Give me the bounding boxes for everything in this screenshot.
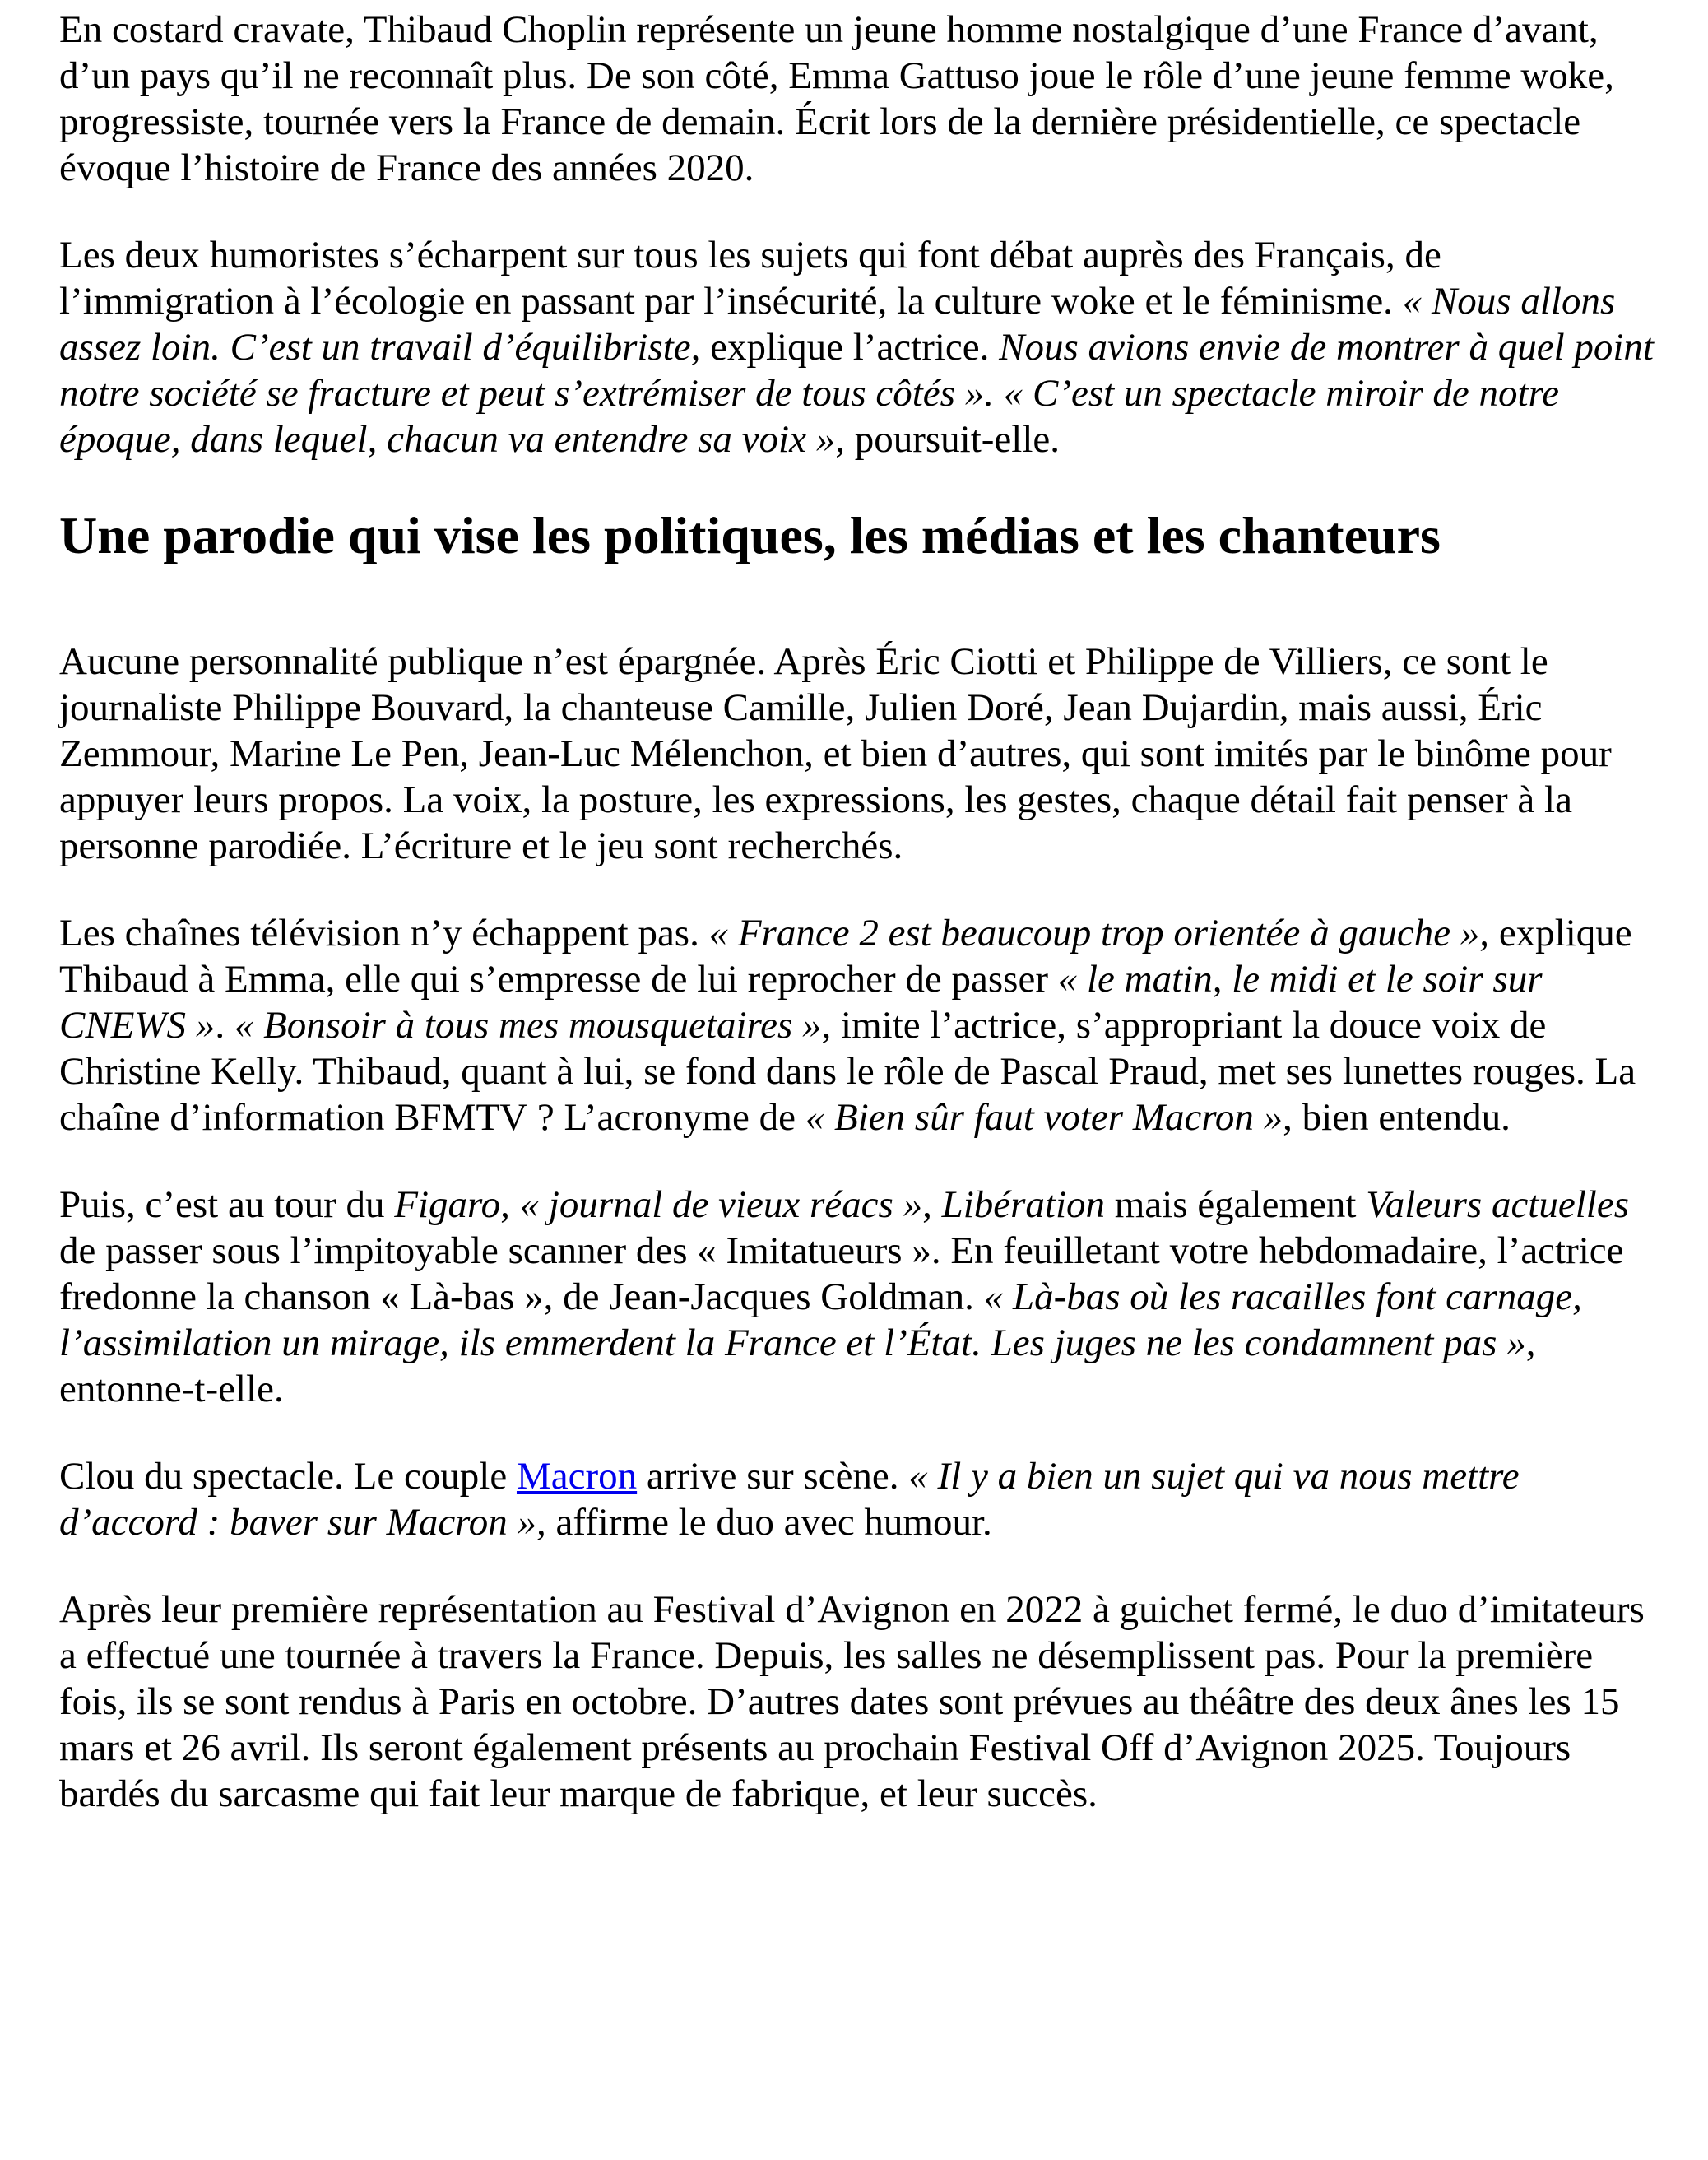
paragraph-text: . — [215, 1004, 234, 1047]
paragraph-text: Clou du spectacle. Le couple — [59, 1455, 517, 1498]
quote-text: « France 2 est beaucoup trop orientée à gauche », — [708, 912, 1490, 955]
paragraph-personalities — [59, 639, 1654, 869]
quote-text: « Là-bas où les racailles font carnage, l’assimilation un mirage, ils emmerdent la France et l’État. Les juges ne les condamnent pas » — [59, 1275, 1582, 1364]
paragraph-text: de passer sous l’impitoyable scanner des « Imitatueurs ». En feuilletant votre hebdomadaire, l’actrice fredonne la chanson « Là-bas », de Jean-Jacques Goldman. — [59, 1229, 1624, 1318]
paragraph-text: , — [922, 1183, 942, 1226]
paragraph-text: Après leur première représentation au Festival d’Avignon en 2022 à guichet fermé, le duo d’imitateurs a effectué une tournée à travers la France. Depuis, les salles ne désemplissent pas. Pour la première fois, ils se sont rendus à Paris en octobre. D’autres dates sont prévues au théâtre des deux ânes les 15 mars et 26 avril. Ils seront également présents au prochain Festival Off d’Avignon 2025. Toujours bardés du sarcasme qui fait leur marque de fabrique, et leur succès. — [59, 1588, 1645, 1815]
paragraph-press — [59, 1182, 1654, 1412]
paragraph-text: Aucune personnalité publique n’est épargnée. Après Éric Ciotti et Philippe de Villiers, ce sont le journaliste Philippe Bouvard, la chanteuse Camille, Julien Doré, Jean Dujardin, mais aussi, Éric Zemmour, Marine Le Pen, Jean-Luc Mélenchon, et bien d’autres, qui sont imités par le binôme pour appuyer leurs propos. La voix, la posture, les expressions, les gestes, chaque détail fait penser à la personne parodiée. L’écriture et le jeu sont recherchés. — [59, 640, 1612, 867]
quote-text: « Nous allons assez loin. C’est un travail d’équilibriste, — [59, 280, 1616, 369]
paragraph-text: Puis, c’est au tour du — [59, 1183, 395, 1226]
paragraph-text: explique l’actrice. — [710, 326, 1000, 369]
quote-text: « Bonsoir à tous mes mousquetaires », — [234, 1004, 842, 1047]
paragraph-text: , entonne-t-elle. — [59, 1322, 1536, 1410]
paragraph-tour — [59, 1586, 1654, 1817]
quote-text: « Il y a bien un sujet qui va nous mettre d’accord : baver sur Macron », — [59, 1455, 1520, 1544]
paragraph-text: mais également — [1105, 1183, 1367, 1226]
quote-text: « journal de vieux réacs » — [519, 1183, 923, 1226]
paragraph-text: , — [500, 1183, 520, 1226]
macron-link[interactable]: Macron — [516, 1455, 638, 1498]
paragraph-text: , poursuit-elle. — [835, 418, 1061, 461]
paragraph-intro — [59, 7, 1654, 191]
paragraph-macron — [59, 1453, 1654, 1545]
quote-text: « Bien sûr faut voter Macron » — [805, 1096, 1283, 1139]
paragraph-text: imite l’actrice, s’appropriant la douce voix de Christine Kelly. Thibaud, quant à lui, se fond dans le rôle de Pascal Praud, met ses lunettes rouges. La chaîne d’information BFMTV ? L’acronyme de — [59, 1004, 1636, 1139]
paragraph-text: affirme le duo avec humour. — [555, 1501, 992, 1544]
paragraph-tv-channels — [59, 910, 1654, 1140]
publication-name: Libération — [941, 1183, 1106, 1226]
paragraph-text: En costard cravate, Thibaud Choplin représente un jeune homme nostalgique d’une France d’avant, d’un pays qu’il ne reconnaît plus. De son côté, Emma Gattuso joue le rôle d’une jeune femme woke, progressiste, tournée vers la France de demain. Écrit lors de la dernière présidentielle, ce spectacle évoque l’histoire de France des années 2020. — [59, 8, 1614, 189]
publication-name: Valeurs actuelles — [1366, 1183, 1629, 1226]
paragraph-text: Les chaînes télévision n’y échappent pas. — [59, 912, 709, 955]
quote-text: Nous avions envie de montrer à quel point notre société se fracture et peut s’extrémiser de tous côtés ». « C’est un spectacle miroir de notre époque, dans lequel, chacun va entendre sa voix » — [59, 326, 1654, 461]
paragraph-text: Les deux humoristes s’écharpent sur tous les sujets qui font débat auprès des Français, de l’immigration à l’écologie en passant par l’insécurité, la culture woke et le féminisme. — [59, 234, 1441, 323]
paragraph-text: , bien entendu. — [1283, 1096, 1511, 1139]
paragraph-debate — [59, 232, 1654, 462]
publication-name: Figaro — [394, 1183, 501, 1226]
quote-text: « le matin, le midi et le soir sur CNEWS » — [59, 958, 1543, 1047]
paragraph-text: arrive sur scène. — [637, 1455, 909, 1498]
paragraph-text: explique Thibaud à Emma, elle qui s’empresse de lui reprocher de passer — [59, 912, 1632, 1001]
section-heading: Une parodie qui vise les politiques, les médias et les chanteurs — [59, 506, 1441, 564]
